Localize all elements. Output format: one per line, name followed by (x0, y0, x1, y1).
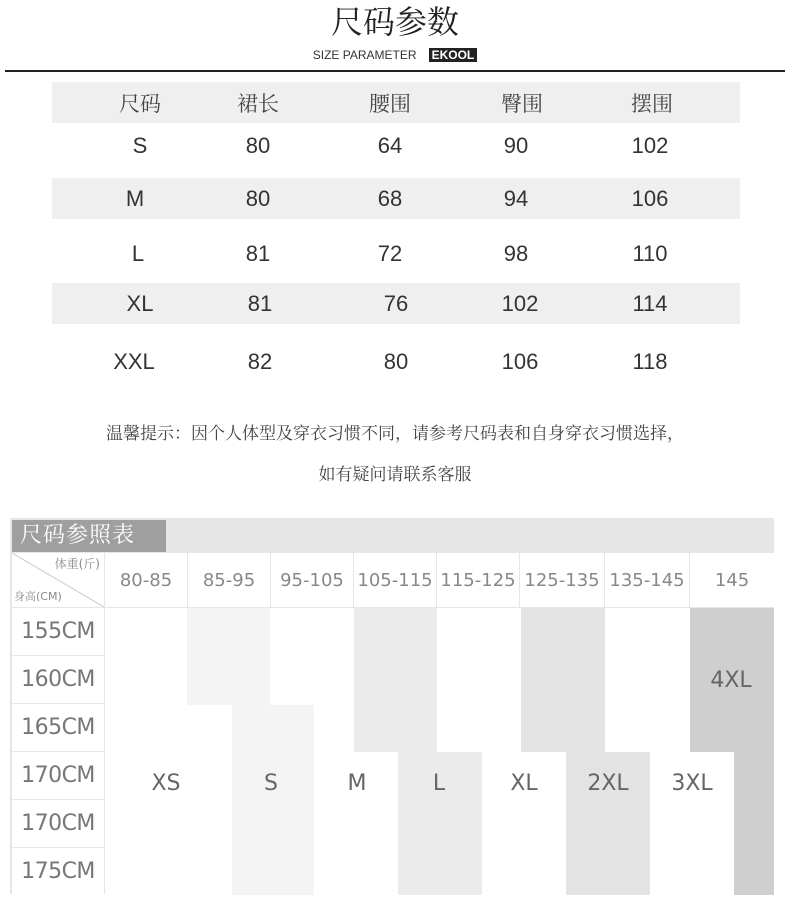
height-label: 170CM (12, 800, 104, 847)
size-label-xl: XL (510, 771, 538, 796)
size-label-3xl: 3XL (671, 771, 713, 796)
table-cell: 64 (377, 132, 403, 158)
column-header-hip: 臀围 (501, 91, 543, 116)
table-cell: 114 (632, 290, 668, 316)
table-cell: 80 (383, 348, 409, 374)
page-subtitle (0, 47, 790, 63)
size-label-s: S (264, 771, 278, 796)
size-region-2xl (521, 608, 605, 752)
table-cell: L (131, 240, 145, 266)
table-cell: 110 (632, 240, 668, 266)
table-cell: XXL (113, 348, 155, 374)
table-cell: 80 (245, 132, 271, 158)
table-cell: 102 (631, 132, 669, 158)
table-cell: 90 (503, 132, 529, 158)
table-header-row (52, 82, 740, 123)
brand-logo: EKOOL (429, 48, 478, 62)
weight-header: 95-105 (271, 553, 353, 607)
size-region-4xl (734, 752, 774, 895)
column-header-size: 尺码 (119, 91, 161, 116)
weight-header: 105-115 (354, 553, 436, 607)
size-region-3xl (605, 608, 690, 752)
table-cell: 80 (245, 185, 271, 211)
table-cell: 106 (631, 185, 669, 211)
size-label-m: M (347, 771, 367, 796)
chart-corner-header (12, 553, 104, 607)
size-label-4xl: 4XL (710, 668, 752, 693)
table-cell: 81 (247, 290, 273, 316)
table-row (52, 125, 740, 166)
column-header-hem: 摆围 (631, 91, 673, 116)
weight-header: 85-95 (188, 553, 270, 607)
subtitle-text: SIZE PARAMETER (312, 48, 417, 62)
height-label: 155CM (12, 608, 104, 655)
height-label: 175CM (12, 848, 104, 895)
table-cell: S (132, 132, 148, 158)
weight-header: 145 (690, 553, 774, 607)
size-chart-title: 尺码参照表 (12, 520, 166, 552)
size-region-s (232, 705, 314, 895)
contact-text: 如有疑问请联系客服 (318, 465, 472, 485)
table-row (52, 283, 740, 324)
height-label: 170CM (12, 752, 104, 799)
table-cell: 76 (383, 290, 409, 316)
size-region-xl (437, 608, 521, 752)
table-row (52, 341, 740, 382)
size-label-xs: XS (151, 771, 181, 796)
table-cell: 118 (632, 348, 668, 374)
table-cell: 106 (501, 348, 539, 374)
table-cell: 98 (503, 240, 529, 266)
header-divider (5, 70, 785, 72)
column-header-waist: 腰围 (369, 91, 411, 116)
weight-axis-label: 体重(斤) (54, 557, 100, 571)
weight-header: 115-125 (437, 553, 519, 607)
table-cell: 102 (501, 290, 539, 316)
size-region-m (270, 608, 354, 705)
table-cell: 94 (503, 185, 529, 211)
table-cell: 68 (377, 185, 403, 211)
size-region-l (354, 608, 437, 752)
table-cell: 82 (247, 348, 273, 374)
table-cell: M (125, 185, 145, 211)
height-label: 165CM (12, 704, 104, 751)
table-row (52, 233, 740, 274)
size-region-xs (187, 705, 232, 895)
weight-header: 125-135 (520, 553, 604, 607)
weight-header: 135-145 (605, 553, 689, 607)
height-axis-label: 身高(CM) (14, 590, 62, 603)
table-cell: XL (126, 290, 154, 316)
page-title: 尺码参数 (330, 3, 459, 41)
table-row (52, 178, 740, 219)
size-label-l: L (432, 771, 446, 796)
size-label-2xl: 2XL (587, 771, 629, 796)
height-label: 160CM (12, 656, 104, 703)
table-cell: 72 (377, 240, 403, 266)
size-region-xs (105, 608, 187, 895)
tip-text: 温馨提示：因个人体型及穿衣习惯不同，请参考尺码表和自身穿衣习惯选择， (106, 424, 684, 444)
size-region-s (187, 608, 270, 705)
table-cell: 81 (245, 240, 271, 266)
weight-header: 80-85 (105, 553, 187, 607)
column-header-length: 裙长 (237, 91, 279, 116)
